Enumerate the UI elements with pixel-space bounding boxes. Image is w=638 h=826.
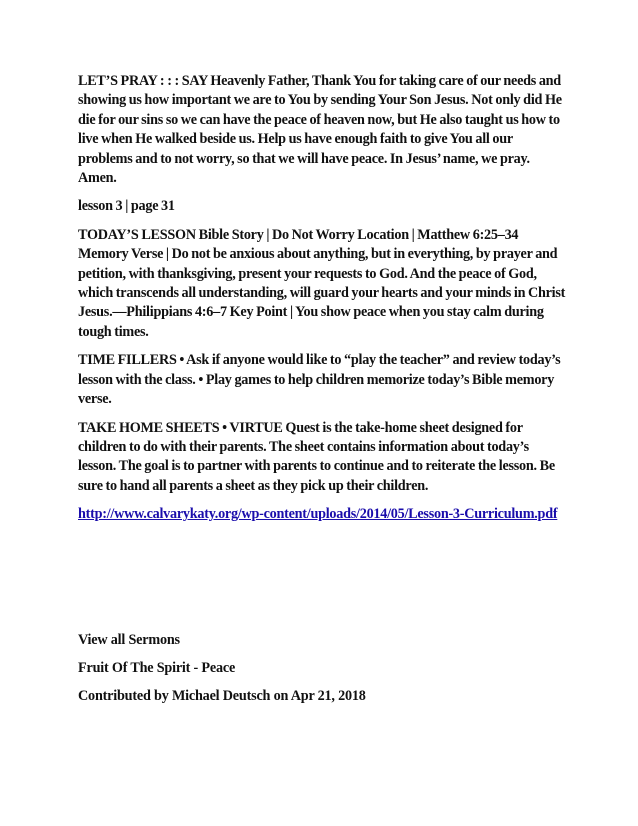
take-home-sheets-paragraph: TAKE HOME SHEETS • VIRTUE Quest is the take-home sheet designed for children to do with their parents. The sheet contains information about today’s lesson. The goal is to partner with parents to continue and to reiterate the lesson. Be sure to hand all parents a sheet as they pick up their children.	[78, 419, 555, 494]
contributor-line: Contributed by Michael Deutsch on Apr 21, 2018	[78, 688, 366, 705]
document-page	[78, 72, 568, 716]
sermon-title: Fruit Of The Spirit - Peace	[78, 659, 236, 676]
todays-lesson-paragraph: TODAY’S LESSON Bible Story | Do Not Worry Location | Matthew 6:25–34 Memory Verse | Do not be anxious about anything, but in everything, by prayer and petition, with thanksgiving, present your requests to God. And the peace of God, which transcends all understanding, will guard your hearts and your minds in Christ Jesus.—Philippians 4:6–7 Key Point | You show peace when you stay calm during tough times.	[78, 226, 566, 340]
prayer-paragraph: LET’S PRAY : : : SAY Heavenly Father, Thank You for taking care of our needs and showing us how important we are to You by sending Your Son Jesus. Not only did He die for our sins so we can have the peace of heaven now, but He also taught us how to live when He walked beside us. Help us have enough faith to give You all our problems and to not worry, so that we will have peace. In Jesus’ name, we pray. Amen.	[78, 73, 562, 187]
view-all-sermons-text: View all Sermons	[78, 631, 180, 648]
lesson-reference: lesson 3 | page 31	[78, 198, 175, 215]
time-fillers-paragraph: TIME FILLERS • Ask if anyone would like to “play the teacher” and review today’s lesson with the class. • Play games to help children memorize today’s Bible memory verse.	[78, 352, 561, 408]
curriculum-pdf-link[interactable]: http://www.calvarykaty.org/wp-content/uploads/2014/05/Lesson-3-Curriculum.pdf	[78, 506, 558, 523]
spacer	[78, 534, 568, 631]
